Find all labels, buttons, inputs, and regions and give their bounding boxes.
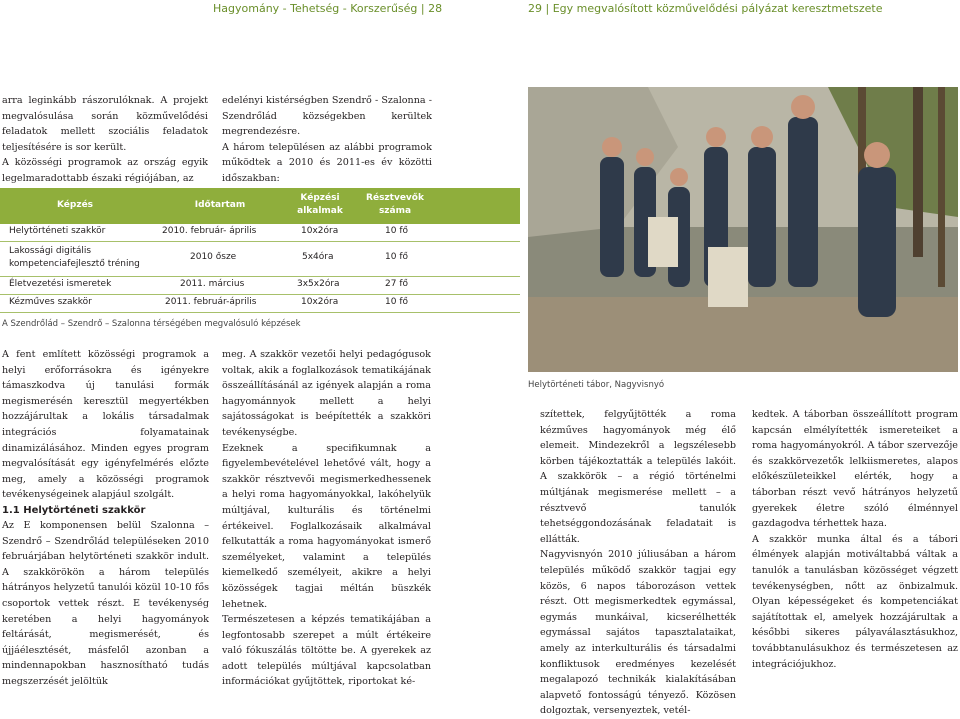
running-header-left <box>213 2 442 18</box>
table-row <box>0 224 520 242</box>
table-cell: 2011. március <box>180 279 245 289</box>
table-row <box>0 295 520 313</box>
body-paragraph: A fent említett közösségi programok a helyi erőforrásokra és igényekre támaszkodva új tanulási formák megismerésén keresztül megyertékben hozzájárultak a lokális társadalmak integrációs folyamatainak dinamizálásához. Minden egyes program megvalósítását egy igényfelmérés előzte meg, amely a közösségi programok tevékenységeinek alapjául szolgált. <box>2 349 209 501</box>
body-column-right-1 <box>540 407 736 719</box>
table-cell: 2010 ősze <box>190 252 237 262</box>
table-cell: 10x2óra <box>301 297 339 307</box>
table-row <box>0 242 520 277</box>
table-row <box>0 277 520 295</box>
table-header-row <box>0 188 520 224</box>
table-cell: 10x2óra <box>301 226 339 236</box>
header-left-title: Hagyomány - Tehetség - Korszerűség <box>213 2 418 15</box>
table-cell: 10 fő <box>385 226 408 236</box>
table-header-cell: Résztvevők száma <box>366 193 424 216</box>
table-cell: Lakossági digitális kompetenciafejlesztő tréning <box>9 246 140 269</box>
table-cell: 10 fő <box>385 297 408 307</box>
table-cell: 2011. február-április <box>165 297 257 307</box>
header-separator: | <box>420 2 429 15</box>
intro-paragraph: arra leginkább rászorulóknak. A projekt megvalósulása során közművelődési feladatok mellett szociális feladatok teljesítésére is sor került. <box>2 95 208 153</box>
trainings-table <box>0 188 520 313</box>
body-paragraph: Természetesen a képzés tematikájában a legfontosabb szerepet a múlt értékeire való fókuszálás töltötte be. A gyerekek az adott település múltjával kapcsolatban információkat gyűjtöttek, riportokat ké- <box>222 614 431 688</box>
body-paragraph: meg. A szakkör vezetői helyi pedagógusok voltak, akik a foglalkozások tematikájának összeállításánál az igények alapján a roma hagyománnyok mellett a helyi sajátosságokat is beépítették a szakköri tevékenységbe. <box>222 349 431 438</box>
header-right-title: Egy megvalósított közművelődési pályázat keresztmetszete <box>552 2 883 15</box>
body-paragraph: kedtek. A táborban összeállított program kapcsán elmélyítették ismereteiket a roma hagyományokról. A tábor szervezője és szakkörvezetők lelkiismeretes, alapos előkészületeikkel elérték, hogy a táborban részt vevő hátrányos helyzetű gyerekek életre szóló élménnyel gazdagodva térhettek haza. <box>752 409 958 530</box>
section-subheading: 1.1 Helytörténeti szakkör <box>2 504 146 516</box>
group-photo <box>528 87 958 372</box>
table-cell: 10 fő <box>385 252 408 262</box>
body-paragraph: Az E komponensen belül Szalonna – Szendrő – Szendrőlád településeken 2010 februárjában helytörténeti szakkör indult. A szakkörökön a három település hátrányos helyzetű tanulói közül 10-10 fős csoportok vettek részt. E tevékenység keretében a helyi hagyományok feltárását, megismerését, és újjáélesztését, másfelől azonban a mindennapokban hasznosítható tudás megszerzését jelöltük <box>2 519 209 687</box>
table-header-cell: Képzés <box>56 200 94 210</box>
header-separator: | <box>545 2 553 15</box>
table-caption: A Szendrőlád – Szendrő – Szalonna térségében megvalósuló képzések <box>2 319 301 329</box>
header-left-page-number: 28 <box>428 2 443 15</box>
table-cell: 3x5x2óra <box>297 279 340 289</box>
table-cell: 2010. február- április <box>162 226 257 236</box>
table-header-cell: Időtartam <box>194 200 246 210</box>
photo-caption: Helytörténeti tábor, Nagyvisnyó <box>528 380 665 390</box>
body-column-left <box>2 347 209 689</box>
body-column-middle <box>222 347 431 690</box>
table-cell: Helytörténeti szakkör <box>9 226 106 236</box>
table-cell: Életvezetési ismeretek <box>9 279 112 289</box>
table-cell: 5x4óra <box>302 252 334 262</box>
header-right-page-number: 29 <box>528 2 542 15</box>
intro-paragraph: A három településen az alábbi programok működtek a 2010 és 2011-es év közötti időszakban: <box>222 141 432 184</box>
body-paragraph: A szakkör munka által és a tábori élmények alapján motiváltabbá váltak a tanulók a tanulásban közösséget végzett tevékenységben, nőtt az önbizalmuk. Olyan képességeket és kompetenciákat sajátítottak el, amelyek hozzájárultak a későbbi sikeres pályaválasztásukhoz, továbbtanulásukhoz és természetesen az integrációjukhoz. <box>752 533 958 670</box>
body-paragraph: Nagyvisnyón 2010 júliusában a három település működő szakkör tagjai egy közös, 6 napos táborozáson vettek részt. Ott megismerkedtek egymással, egymás munkáival, kicserélhették egymással sajátos tapasztalataikat, amely az interkulturális és társadalmi konfliktusok eredményes kezelését megalapozó technikák kialakításában alapvető fontosságú tényező. Közösen dolgoztak, versenyeztek, vetél- <box>540 549 736 717</box>
intro-column-middle <box>222 93 432 187</box>
table-cell: 27 fő <box>385 279 408 289</box>
table-cell: Kézműves szakkör <box>9 297 92 307</box>
photo-illustration <box>528 87 958 372</box>
body-column-right-2 <box>752 407 958 672</box>
body-paragraph: szítettek, felgyűjtötték a roma kézműves hagyományok még élő elemeit. Mindezekről a legszélesebb körben tájékoztatták a település lakóit. A szakkörök – a régió történelmi múltjának megismerése mellett – a résztvevő tanulók tehetséggondozásának feladatait is ellátták. <box>540 409 736 545</box>
running-header-right <box>528 2 882 18</box>
body-paragraph: Ezeknek a specifikumnak a figyelembevételével lehetővé vált, hogy a szakkör résztvevői megismerkedhessenek a helyi roma hagyományokkal, lakóhelyük múltjával, kulturális és történelmi értékeivel. Foglalkozásaik alkalmával felkutatták a roma hagyományokat ismerő személyeket, valamint a település kiemelkedő személyeit, akikre a helyi közösségek tagjai méltán büszkék lehetnek. <box>222 442 431 610</box>
intro-paragraph: edelényi kistérségben Szendrő - Szalonna - Szendrőlád községekben kerültek megrendezésre. <box>222 95 432 138</box>
intro-paragraph: A közösségi programok az ország egyik legelmaradottabb északi régiójában, az <box>2 157 208 184</box>
table-header-cell: Képzési alkalmak <box>297 193 343 216</box>
intro-column-left <box>2 93 208 187</box>
